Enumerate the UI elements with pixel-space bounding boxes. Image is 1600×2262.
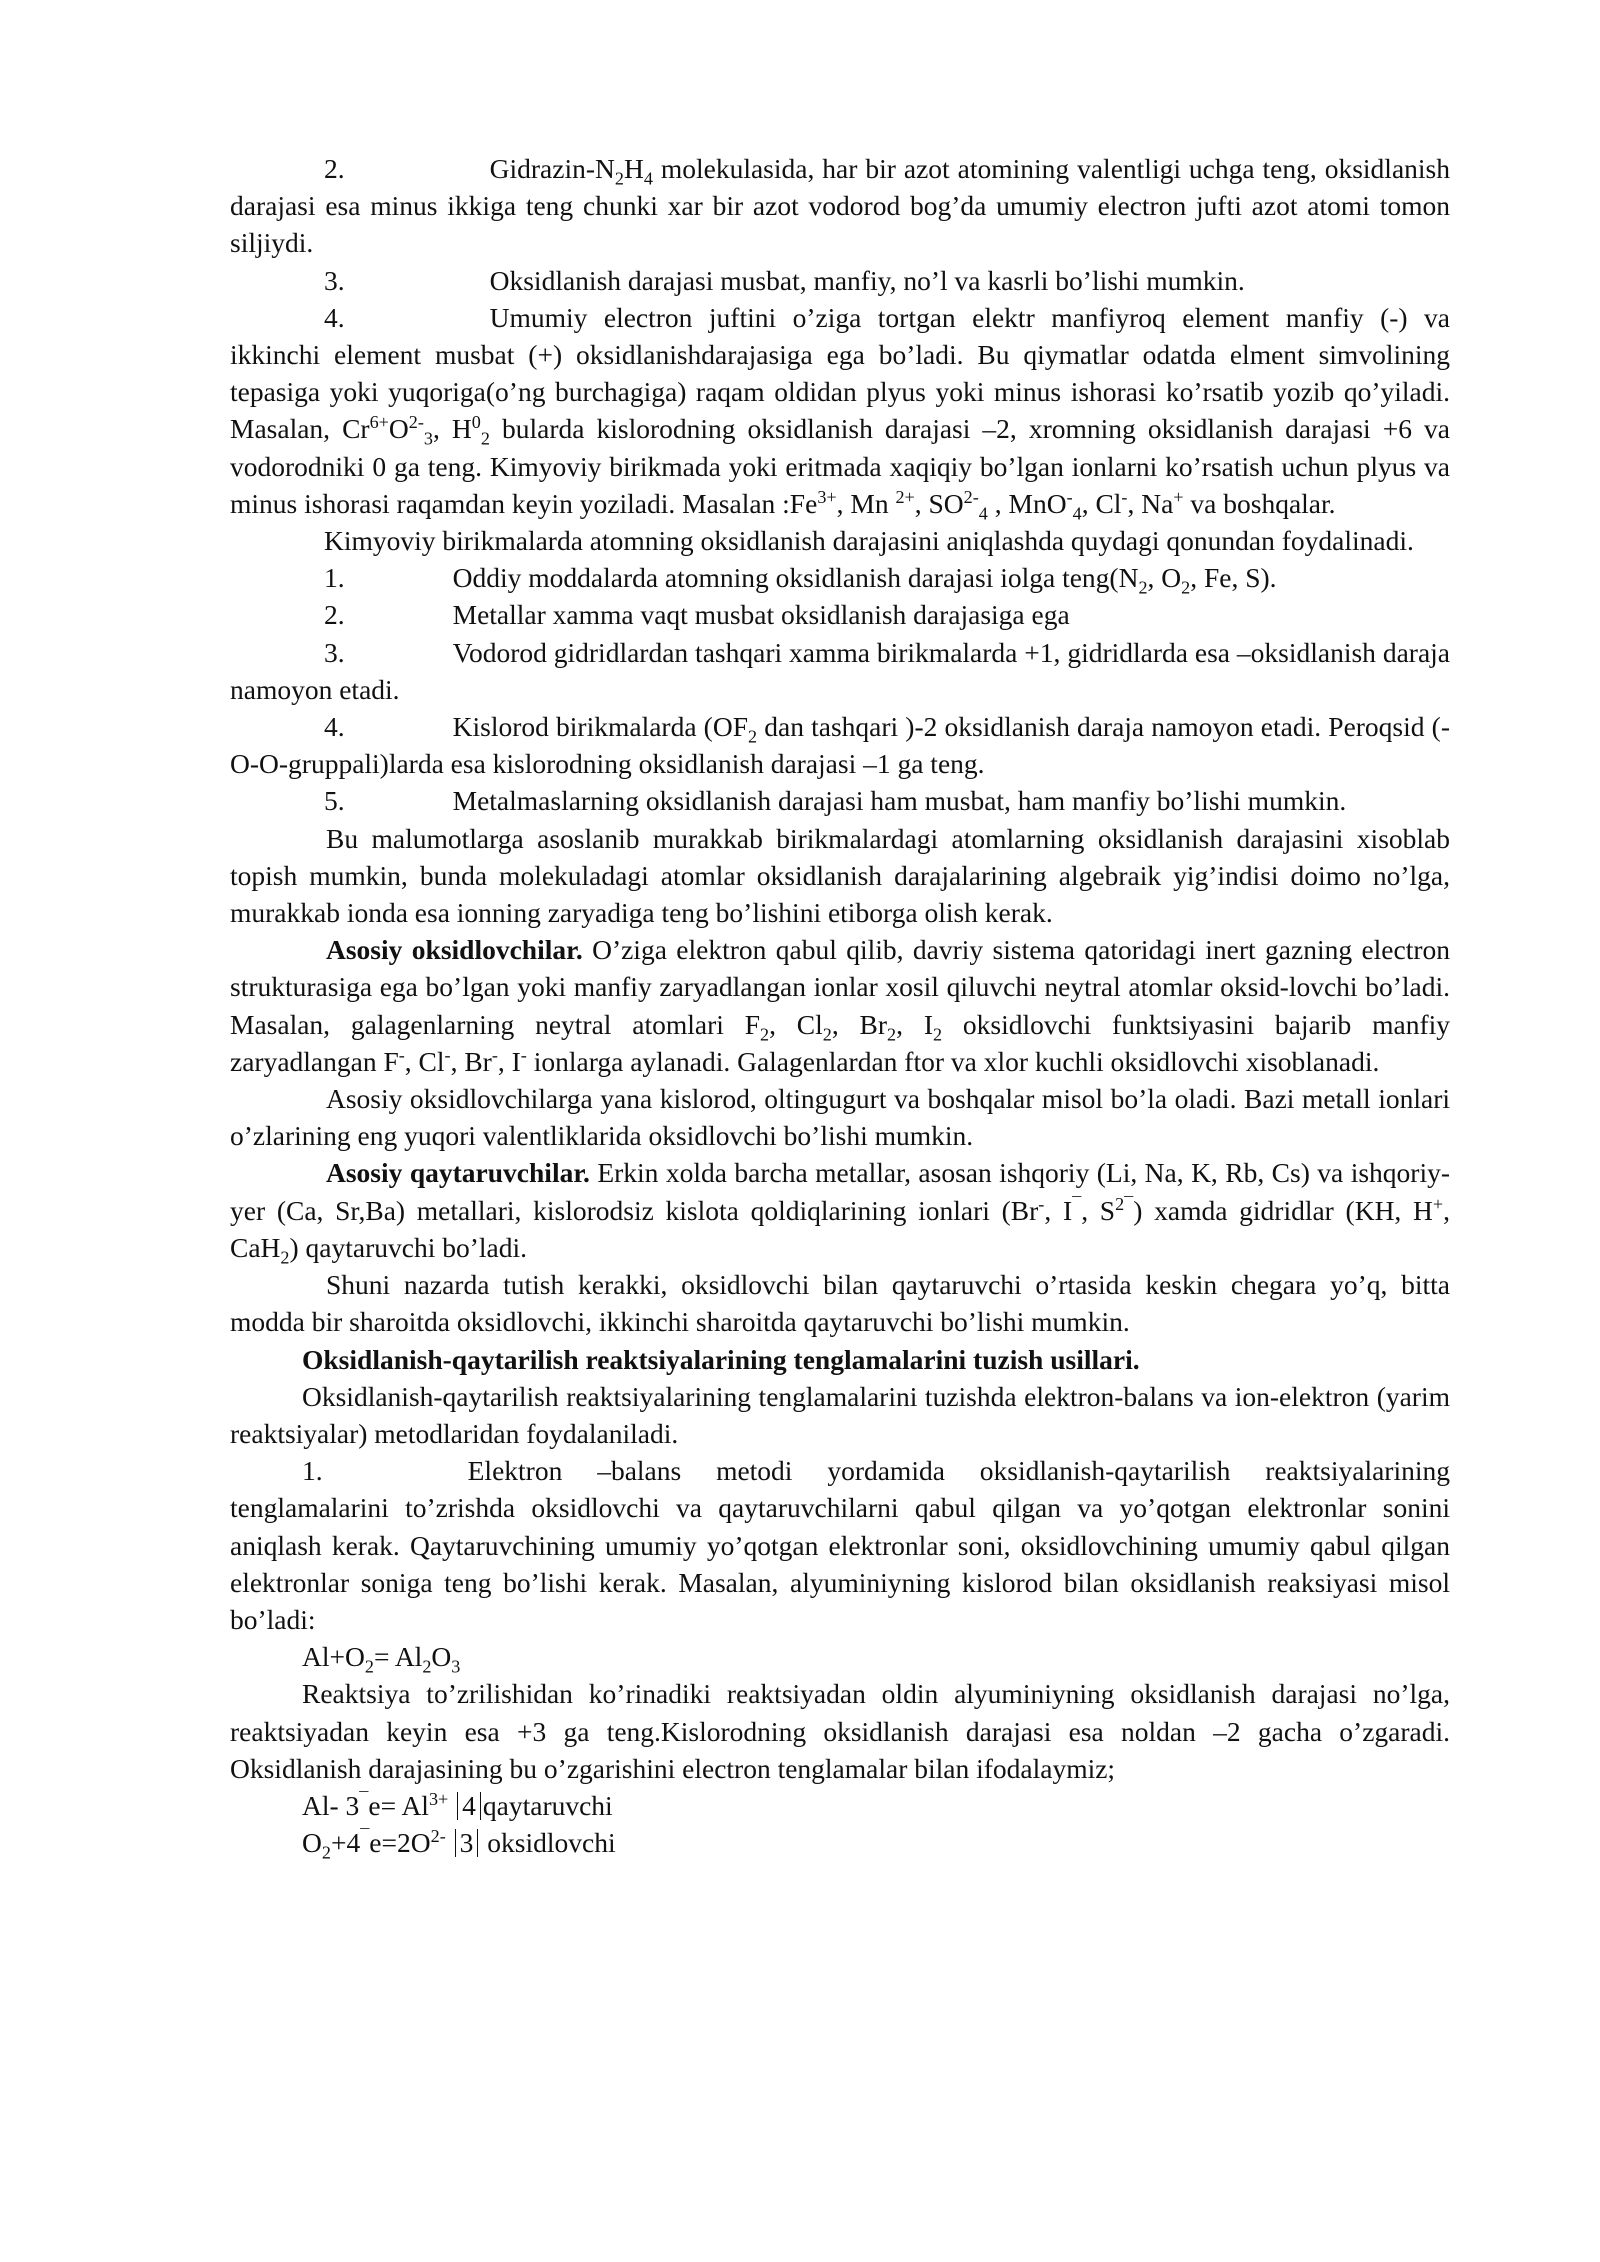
section-heading-reducers: Asosiy qaytaruvchilar. bbox=[326, 1157, 590, 1189]
equation-al-o2: $Al+O_2= Al_2O_3$ bbox=[302, 1641, 461, 1677]
paragraph-no-boundary: Shuni nazarda tutish kerakki, oksidlovchi bilan qaytaruvchi o’rtasida keskin chegara yo’q, bitta modda bir sharoitda oksidlovchi, ikkinchi sharoitda qaytaruvchi bo’lishi mumkin. bbox=[230, 1269, 1450, 1338]
paragraph-oxidizers: Asosiy oksidlovchilar. O’ziga elektron qabul qilib, davriy sistema qatoridagi inert gazning electron strukturasiga ega bo’lgan yoki manfiy zaryadlangan ionlar xosil qiluvchi neytral atomlar oksid-lovchi bo’ladi. Masalan, galagenlarning neytral atomlari $F_2$, $Cl_2$, $Br_2$, $I_2$ oksidlovchi funktsiyasini bajarib manfiy zaryadlangan F-, Cl-, Br-, I- ionlarga aylanadi. Galagenlardan ftor va xlor kuchli oksidlovchi xisoblanadi. bbox=[230, 934, 1451, 1077]
coefficient-box: 3 bbox=[455, 1829, 479, 1857]
paragraph-methods: Oksidlanish-qaytarilish reaktsiyalarining tenglamalarini tuzishda elektron-balans va ion-elektron (yarim reaktsiyalar) metodlaridan foydalaniladi. bbox=[230, 1380, 1450, 1449]
list-number: 2. bbox=[324, 153, 345, 184]
list-number: 3. bbox=[324, 264, 345, 296]
paragraph-rules-intro: Kimyoviy birikmalarda atomning oksidlanish darajasini aniqlashda quydagi qonundan foydalinadi. bbox=[324, 525, 1414, 557]
paragraph-more-oxidizers: Asosiy oksidlovchilarga yana kislorod, oltingugurt va boshqalar misol bo’la oladi. Bazi metall ionlari o’zlarining eng yuqori valentliklarida oksidlovchi bo’lishi mumkin. bbox=[230, 1083, 1450, 1152]
rule-item: 1. Oddiy moddalarda atomning oksidlanish darajasi iolga $teng(N_2$, $O_2$, Fe, S). bbox=[324, 562, 1277, 598]
paragraph-summary: Bu malumotlarga asoslanib murakkab birikmalardagi atomlarning oksidlanish darajasini xisoblab topish mumkin, bunda molekuladagi atomlar oksidlanish darajalarining algebraik yig’indisi doimo no’lga, murakkab ionda esa ionning zaryadiga teng bo’lishini etiborga olish kerak. bbox=[230, 822, 1450, 929]
paragraph-electron-balance: 1. Elektron –balans metodi yordamida oksidlanish-qaytarilish reaktsiyalarining tenglamalarini to’zrishda oksidlovchi va qaytaruvchilarni qabul qilgan va yo’qotgan elektronlar sonini aniqlash kerak. Qaytaruvchining umumiy yo’qotgan elektronlar soni, oksidlovchining umumiy qabul qilgan elektronlar soniga teng bo’lishi kerak. Masalan, alyuminiyning kislorod bilan oksidlanish reaksiyasi misol bo’ladi: bbox=[230, 1455, 1450, 1635]
coefficient-box: 4 bbox=[457, 1792, 481, 1820]
paragraph-gidrazin: 2. Gidrazin-$N_2H_4$ molekulasida, har bir azot atomining valentligi uchga teng, oksidlanish darajasi esa minus ikkiga teng chunki xar bir azot vodorod bog’da umumiy electron jufti azot atomi tomon siljiydi. bbox=[230, 153, 1450, 259]
list-number: 4. bbox=[324, 301, 345, 333]
section-heading-methods: Oksidlanish-qaytarilish reaktsiyalarining tenglamalarini tuzish usillari. bbox=[302, 1343, 1140, 1375]
paragraph-oxidation-sign: 3. Oksidlanish darajasi musbat, manfiy, no’l va kasrli bo’lishi mumkin. bbox=[324, 264, 1245, 296]
equation-o2-half: $O_2+4^¯e=2O^{2-}$ 3 oksidlovchi bbox=[302, 1825, 616, 1863]
paragraph-reaction-explanation: Reaktsiya to’zrilishidan ko’rinadiki reaktsiyadan oldin alyuminiyning oksidlanish darajasi no’lga, reaktsiyadan keyin esa +3 ga teng.Kislorodning oksidlanish darajasi esa noldan –2 gacha o’zgaradi. Oksidlanish darajasining bu o’zgarishini electron tenglamalar bilan ifodalaymiz; bbox=[230, 1678, 1450, 1784]
document-page bbox=[230, 150, 1450, 1861]
equation-al-half: Al- $3^¯e= Al^{3+}$ 4 qaytaruvchi bbox=[302, 1788, 613, 1821]
paragraph-reducers: Asosiy qaytaruvchilar. Erkin xolda barcha metallar, asosan ishqoriy (Li, Na, K, Rb, Cs) va ishqoriy-yer (Ca, Sr,Ba) metallari, kislorodsiz kislota qoldiqlarining ionlari (Br-, I¯, $S^{2¯}$) xamda gidridlar (KH, H+, CaH$_2$) qaytaruvchi bo’ladi. bbox=[230, 1157, 1451, 1268]
rule-item: 5. Metalmaslarning oksidlanish darajasi ham musbat, ham manfiy bo’lishi mumkin. bbox=[324, 785, 1347, 817]
rule-item: 2. Metallar xamma vaqt musbat oksidlanish darajasiga ega bbox=[324, 599, 1070, 631]
paragraph-electronegativity: 4. Umumiy electron juftini o’ziga tortgan elektr manfiyroq element manfiy (-) va ikkinchi element musbat (+) oksidlanishdarajasiga ega bo’ladi. Bu qiymatlar odatda elment simvolining tepasiga yoki yuqoriga(o’ng burchagiga) raqam oldidan plyus yoki minus ishorasi ko’rsatib yozib qo’yiladi. Masalan, $Cr^{6+}O^{2-}_3$, $H^0_2$ bularda kislorodning oksidlanish darajasi –2, xromning oksidlanish darajasi +6 va vodorodniki 0 ga teng. Kimyoviy birikmada yoki eritmada xaqiqiy bo’lgan ionlarni ko’rsatish uchun plyus va minus ishorasi raqamdan keyin yoziladi. Masalan $:Fe^{3+}$, Mn $^{2+}$, $SO^{2-}_4$ , MnO-$_4$, Cl-, Na+ va boshqalar. bbox=[230, 301, 1450, 524]
section-heading-oxidizers: Asosiy oksidlovchilar. bbox=[326, 934, 583, 966]
rule-item: 4. Kislorod birikmalarda ($OF_2$ dan tashqari )-2 oksidlanish daraja namoyon etadi. Peroqsid (-O-O-gruppali)larda esa kislorodning oksidlanish darajasi –1 ga teng. bbox=[230, 711, 1450, 780]
rule-item: 3. Vodorod gidridlardan tashqari xamma birikmalarda +1, gidridlarda esa –oksidlanish daraja namoyon etadi. bbox=[230, 636, 1450, 705]
